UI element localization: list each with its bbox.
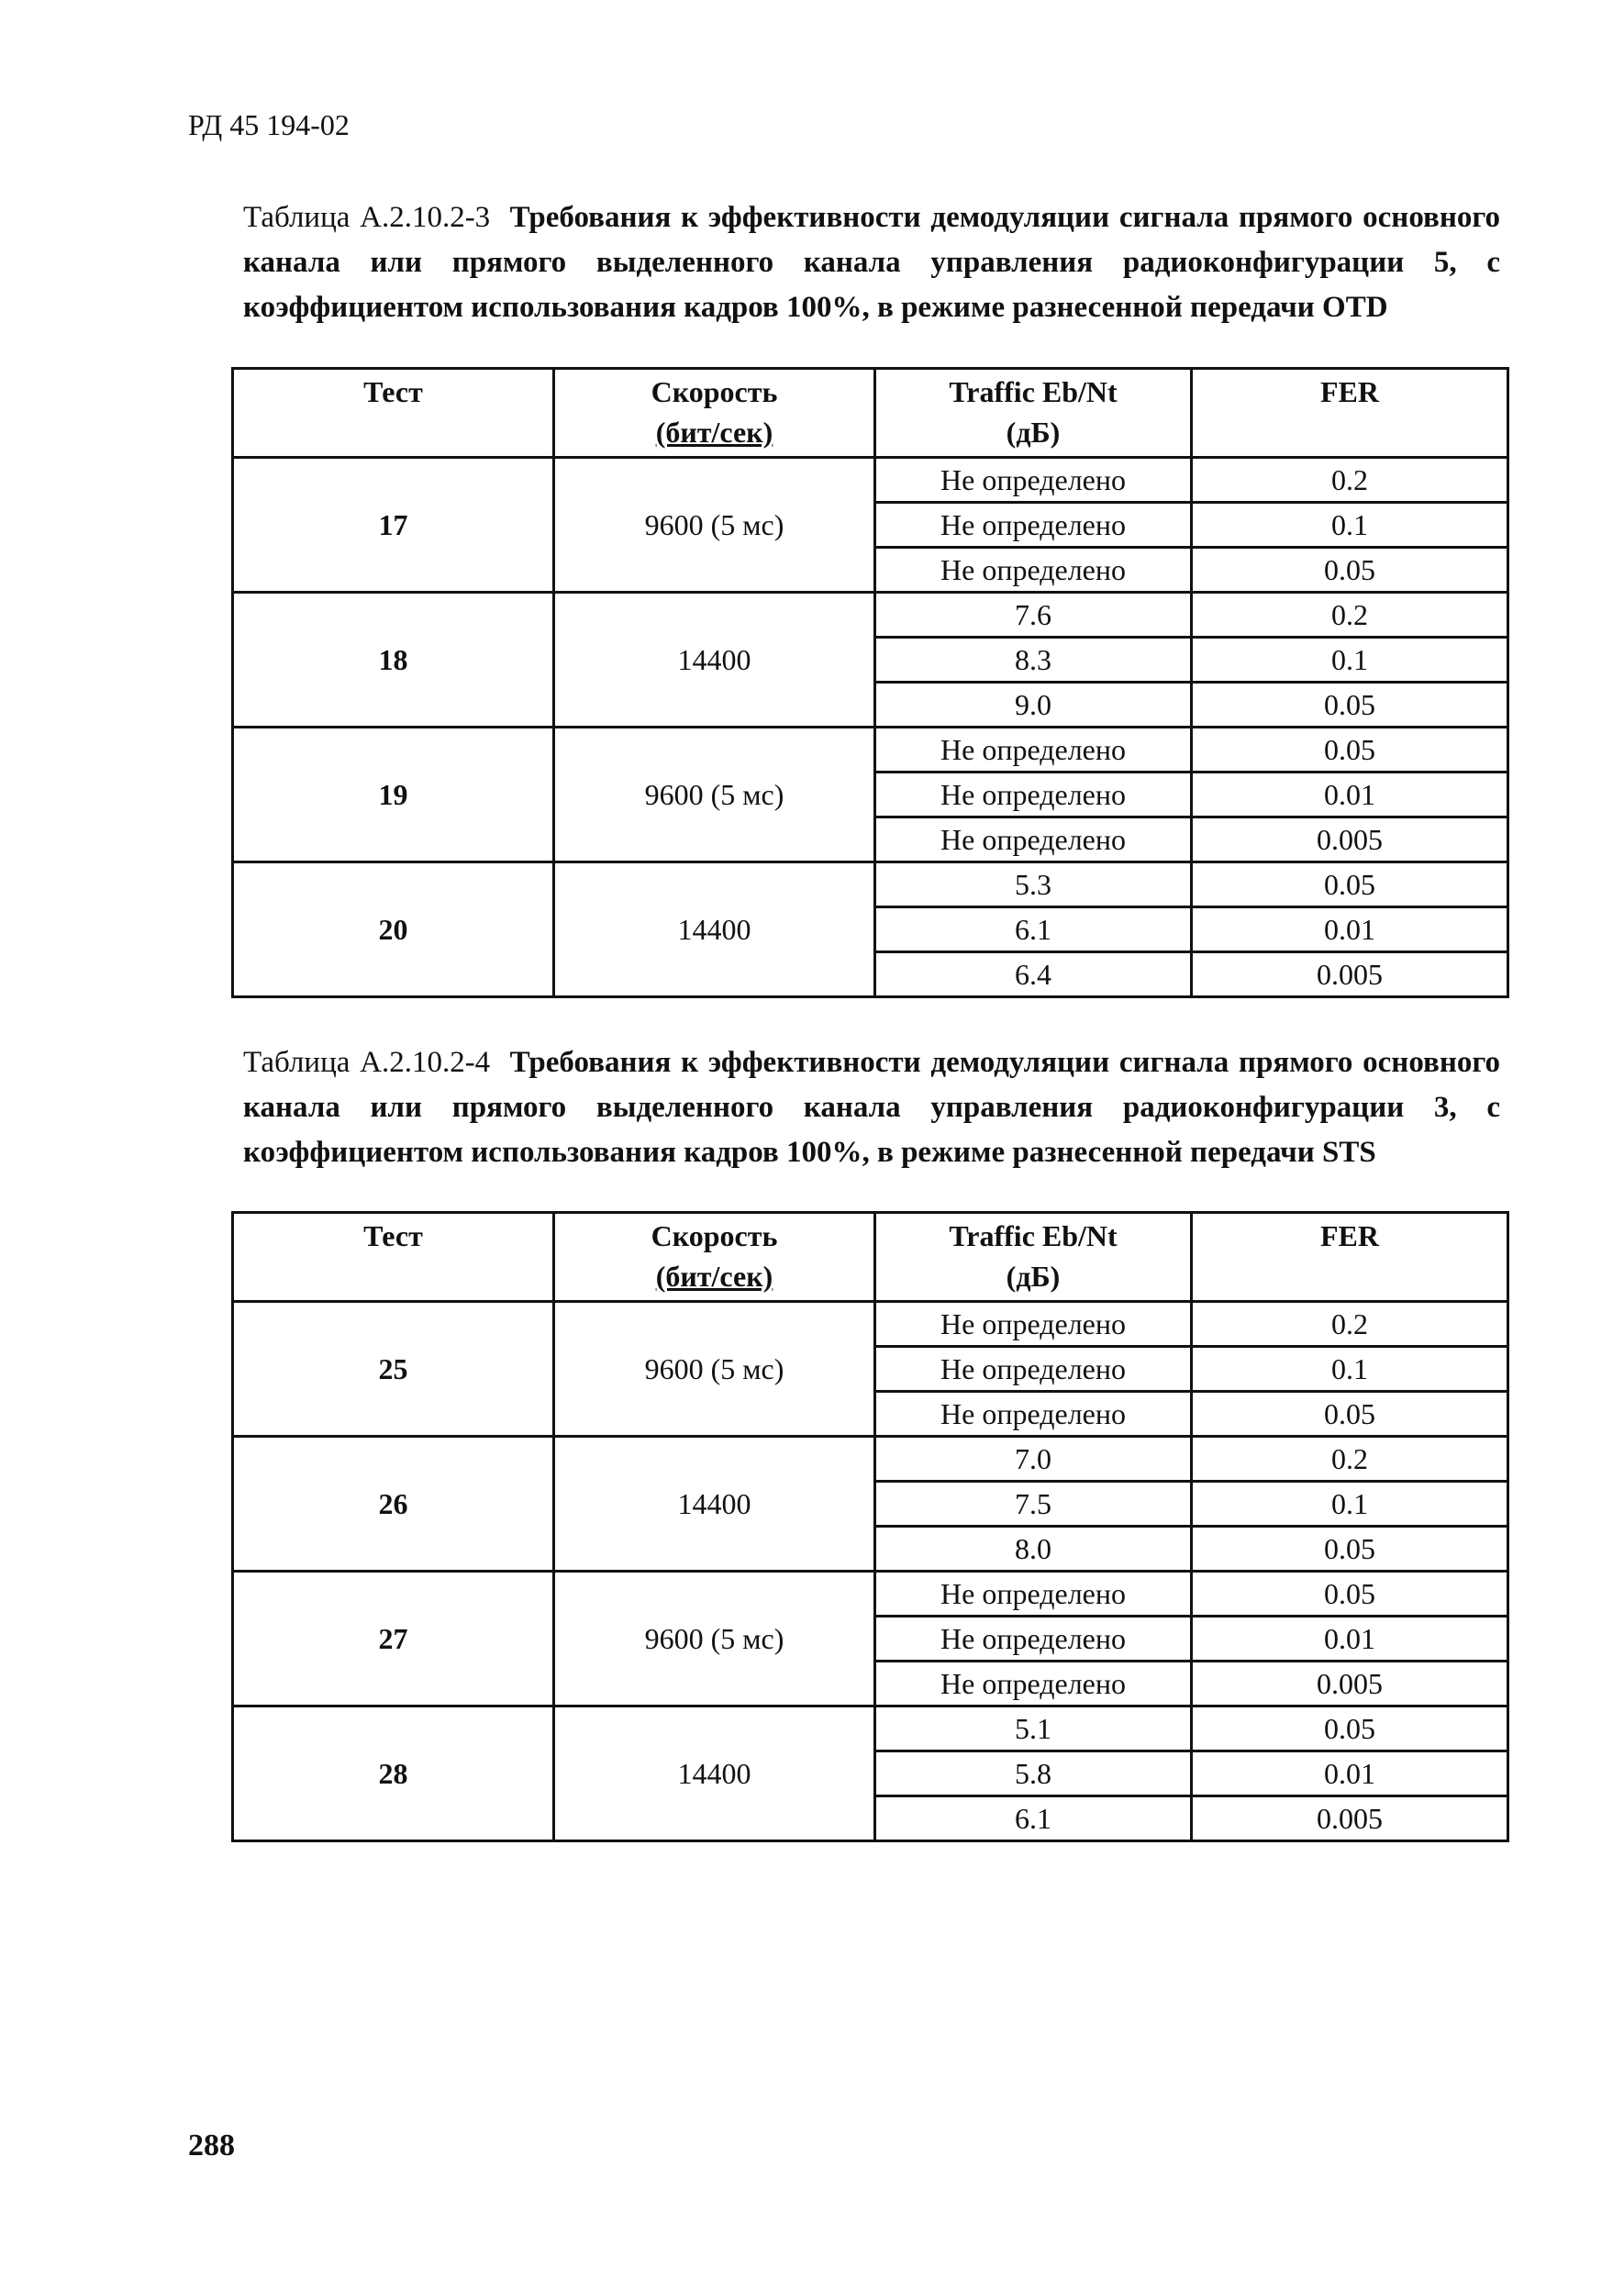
traffic-value: 6.1 [875, 907, 1192, 952]
speed-value: 9600 (5 мс) [554, 1302, 875, 1437]
traffic-value: Не определено [875, 1302, 1192, 1347]
speed-value: 9600 (5 мс) [554, 458, 875, 593]
header-fer: FER [1192, 369, 1508, 458]
fer-value: 0.05 [1192, 1392, 1508, 1437]
fer-value: 0.2 [1192, 458, 1508, 503]
table-row [233, 458, 1508, 503]
fer-value: 0.05 [1192, 1527, 1508, 1572]
traffic-value: Не определено [875, 1662, 1192, 1706]
fer-value: 0.2 [1192, 1302, 1508, 1347]
fer-value: 0.05 [1192, 548, 1508, 593]
traffic-value: Не определено [875, 458, 1192, 503]
speed-value: 14400 [554, 1706, 875, 1841]
test-number: 20 [233, 862, 554, 997]
demodulation-table-otd [231, 367, 1509, 998]
fer-value: 0.01 [1192, 1751, 1508, 1796]
table-body [233, 458, 1508, 997]
table-row [233, 1437, 1508, 1482]
fer-value: 0.05 [1192, 728, 1508, 773]
test-number: 27 [233, 1572, 554, 1706]
test-number: 17 [233, 458, 554, 593]
traffic-value: Не определено [875, 817, 1192, 862]
traffic-value: 5.1 [875, 1706, 1192, 1751]
test-number: 28 [233, 1706, 554, 1841]
header-traffic-line1: Traffic Eb/Nt [949, 375, 1118, 408]
traffic-value: 7.6 [875, 593, 1192, 638]
traffic-value: 8.0 [875, 1527, 1192, 1572]
traffic-value: 9.0 [875, 683, 1192, 728]
traffic-value: Не определено [875, 1392, 1192, 1437]
table-header-row [233, 1213, 1508, 1302]
table-caption-id: Таблица А.2.10.2-3 [243, 201, 491, 234]
traffic-value: 5.3 [875, 862, 1192, 907]
fer-value: 0.01 [1192, 773, 1508, 817]
fer-value: 0.005 [1192, 1796, 1508, 1841]
fer-value: 0.01 [1192, 907, 1508, 952]
traffic-value: Не определено [875, 728, 1192, 773]
fer-value: 0.05 [1192, 862, 1508, 907]
table-caption-text: Требования к эффективности демодуляции сигнала прямого основного канала или прямого выделенного канала управления радиоконфигурации 3, с коэффициентом использования кадров 100%, в режиме разнесенной передачи STS [243, 1046, 1500, 1169]
fer-value: 0.01 [1192, 1617, 1508, 1662]
traffic-value: 6.1 [875, 1796, 1192, 1841]
fer-value: 0.005 [1192, 817, 1508, 862]
traffic-value: Не определено [875, 548, 1192, 593]
speed-value: 14400 [554, 593, 875, 728]
traffic-value: 6.4 [875, 952, 1192, 997]
header-fer: FER [1192, 1213, 1508, 1302]
fer-value: 0.005 [1192, 952, 1508, 997]
fer-value: 0.1 [1192, 1482, 1508, 1527]
traffic-value: Не определено [875, 1617, 1192, 1662]
header-speed-line1: Скорость [651, 1219, 778, 1252]
fer-value: 0.05 [1192, 1572, 1508, 1617]
table-caption-id: Таблица А.2.10.2-4 [243, 1046, 491, 1079]
header-traffic-line1: Traffic Eb/Nt [949, 1219, 1118, 1252]
traffic-value: Не определено [875, 1347, 1192, 1392]
header-traffic-line2: (дБ) [1006, 1260, 1061, 1293]
header-speed-line2: (бит/сек) [655, 416, 773, 449]
header-traffic-line2: (дБ) [1006, 416, 1061, 449]
header-speed-line2: (бит/сек) [655, 1260, 773, 1293]
table-caption [243, 1040, 1500, 1175]
table-caption [243, 195, 1500, 330]
test-number: 18 [233, 593, 554, 728]
header-speed [554, 1213, 875, 1302]
table-row [233, 1706, 1508, 1751]
document-code: РД 45 194-02 [188, 108, 350, 141]
traffic-value: 7.0 [875, 1437, 1192, 1482]
traffic-value: Не определено [875, 503, 1192, 548]
test-number: 19 [233, 728, 554, 862]
page-number: 288 [188, 2129, 235, 2162]
traffic-value: 7.5 [875, 1482, 1192, 1527]
table-row [233, 728, 1508, 773]
fer-value: 0.1 [1192, 503, 1508, 548]
header-traffic [875, 369, 1192, 458]
table-header-row [233, 369, 1508, 458]
demodulation-table-sts [231, 1211, 1509, 1842]
traffic-value: Не определено [875, 773, 1192, 817]
header-test: Тест [233, 369, 554, 458]
test-number: 26 [233, 1437, 554, 1572]
traffic-value: 5.8 [875, 1751, 1192, 1796]
fer-value: 0.1 [1192, 638, 1508, 683]
fer-value: 0.2 [1192, 593, 1508, 638]
fer-value: 0.005 [1192, 1662, 1508, 1706]
fer-value: 0.1 [1192, 1347, 1508, 1392]
table-row [233, 1302, 1508, 1347]
traffic-value: 8.3 [875, 638, 1192, 683]
speed-value: 9600 (5 мс) [554, 728, 875, 862]
table-caption-text: Требования к эффективности демодуляции сигнала прямого основного канала или прямого выделенного канала управления радиоконфигурации 5, с коэффициентом использования кадров 100%, в режиме разнесенной передачи OTD [243, 201, 1500, 324]
header-speed-line1: Скорость [651, 375, 778, 408]
table-row [233, 862, 1508, 907]
header-test: Тест [233, 1213, 554, 1302]
fer-value: 0.05 [1192, 683, 1508, 728]
header-traffic [875, 1213, 1192, 1302]
table-body [233, 1302, 1508, 1841]
test-number: 25 [233, 1302, 554, 1437]
speed-value: 14400 [554, 1437, 875, 1572]
header-speed [554, 369, 875, 458]
speed-value: 9600 (5 мс) [554, 1572, 875, 1706]
table-row [233, 1572, 1508, 1617]
speed-value: 14400 [554, 862, 875, 997]
fer-value: 0.2 [1192, 1437, 1508, 1482]
fer-value: 0.05 [1192, 1706, 1508, 1751]
table-row [233, 593, 1508, 638]
traffic-value: Не определено [875, 1572, 1192, 1617]
